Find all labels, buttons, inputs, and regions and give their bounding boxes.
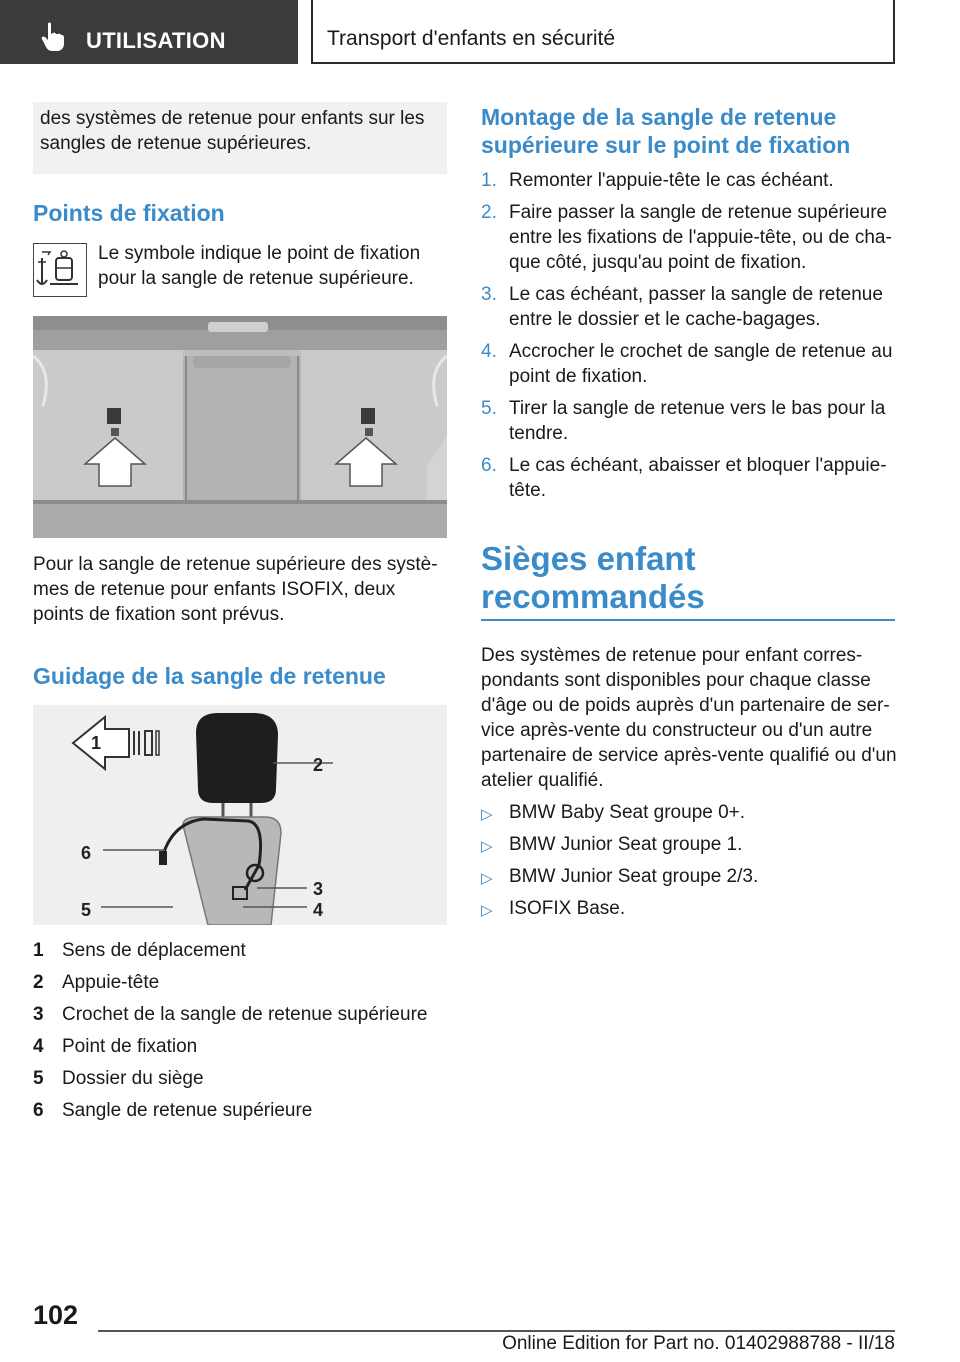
trunk-anchor-photo [33,316,447,538]
triangle-bullet-icon: ▷ [481,902,493,919]
legend-number: 5 [33,1068,44,1089]
child-seat-anchor-icon [34,244,85,295]
diagram-label-4: 4 [313,900,324,920]
triangle-bullet-icon: ▷ [481,870,493,887]
seat-item: BMW Junior Seat groupe 1. [509,834,743,855]
step-text: tendre. [509,423,569,444]
page-number: 102 [33,1300,79,1330]
step-text: Remonter l'appuie-tête le cas échéant. [509,170,834,191]
legend-text: Sangle de retenue supérieure [62,1100,313,1121]
guidage-heading: Guidage de la sangle de retenue [33,663,386,689]
isofix-text-line-2: mes de retenue pour enfants ISOFIX, deux [33,579,396,600]
isofix-text-line-1: Pour la sangle de retenue supérieure des systè- [33,554,438,575]
diagram-label-5: 5 [81,900,92,920]
step-number: 4. [481,341,497,362]
step-text: point de fixation. [509,366,648,387]
sieges-text-line-3: d'âge ou de poids auprès d'un partenaire de ser- [481,695,890,716]
sieges-text-line-5: partenaire de service après-vente qualifié ou d'un [481,745,897,766]
step-text: Le cas échéant, passer la sangle de retenue [509,284,883,305]
step-text: Faire passer la sangle de retenue supérieure [509,202,888,223]
diagram-label-6: 6 [81,843,92,863]
sieges-title-line-2: recommandés [481,578,705,615]
legend-text: Appuie-tête [62,972,160,993]
strap-routing-diagram [33,705,447,925]
triangle-bullet-icon: ▷ [481,838,493,855]
step-number: 2. [481,202,497,223]
step-text: que côté, jusqu'au point de fixation. [509,252,807,273]
step-text: entre le dossier et le cache-bagages. [509,309,821,330]
step-number: 3. [481,284,497,305]
sieges-text-line-2: pondants sont disponibles pour chaque classe [481,670,871,691]
step-number: 6. [481,455,497,476]
footer-edition: Online Edition for Part no. 01402988788 - II/18 [502,1333,895,1354]
sieges-text-line-4: vice après-vente du constructeur ou d'un autre [481,720,873,741]
footer-rule [98,1330,895,1332]
legend-text: Dossier du siège [62,1068,204,1089]
isofix-text-line-3: points de fixation sont prévus. [33,604,285,625]
symbol-description-line-1: Le symbole indique le point de fixation [98,243,421,264]
seat-item: BMW Baby Seat groupe 0+. [509,802,746,823]
legend-number: 3 [33,1004,44,1025]
step-text: entre les fixations de l'appuie-tête, ou de cha- [509,227,892,248]
fixation-heading: Points de fixation [33,200,225,226]
intro-text: des systèmes de retenue pour enfants sur les sangles de retenue supérieures. [40,108,425,154]
montage-heading-line-1: Montage de la sangle de retenue [481,104,837,130]
legend-number: 1 [33,940,44,961]
sieges-title [481,540,895,616]
legend-text: Sens de déplacement [62,940,246,961]
step-text: Le cas échéant, abaisser et bloquer l'appuie- [509,455,887,476]
diagram-label-2: 2 [313,755,324,775]
montage-heading-line-2: supérieure sur le point de fixation [481,132,851,158]
step-text: Accrocher le crochet de sangle de retenue au [509,341,893,362]
sieges-title-rule [481,619,895,621]
step-number: 5. [481,398,497,419]
legend-number: 4 [33,1036,44,1057]
legend-text: Crochet de la sangle de retenue supérieure [62,1004,428,1025]
sieges-text-line-6: atelier qualifié. [481,770,604,791]
header-section-label: UTILISATION [86,28,226,53]
legend-number: 6 [33,1100,44,1121]
diagram-label-3: 3 [313,879,324,899]
sieges-title-line-1: Sièges enfant [481,540,696,577]
seat-item: BMW Junior Seat groupe 2/3. [509,866,759,887]
tether-anchor-symbol [33,243,87,297]
triangle-bullet-icon: ▷ [481,806,493,823]
seat-item: ISOFIX Base. [509,898,626,919]
diagram-label-1: 1 [91,733,102,753]
header-title: Transport d'enfants en sécurité [327,27,616,50]
legend-text: Point de fixation [62,1036,198,1057]
step-number: 1. [481,170,497,191]
step-text: tête. [509,480,546,501]
hand-pointer-icon [36,20,70,54]
step-text: Tirer la sangle de retenue vers le bas pour la [509,398,886,419]
sieges-text-line-1: Des systèmes de retenue pour enfant corres- [481,645,863,666]
symbol-description-line-2: pour la sangle de retenue supérieure. [98,268,414,289]
legend-number: 2 [33,972,44,993]
